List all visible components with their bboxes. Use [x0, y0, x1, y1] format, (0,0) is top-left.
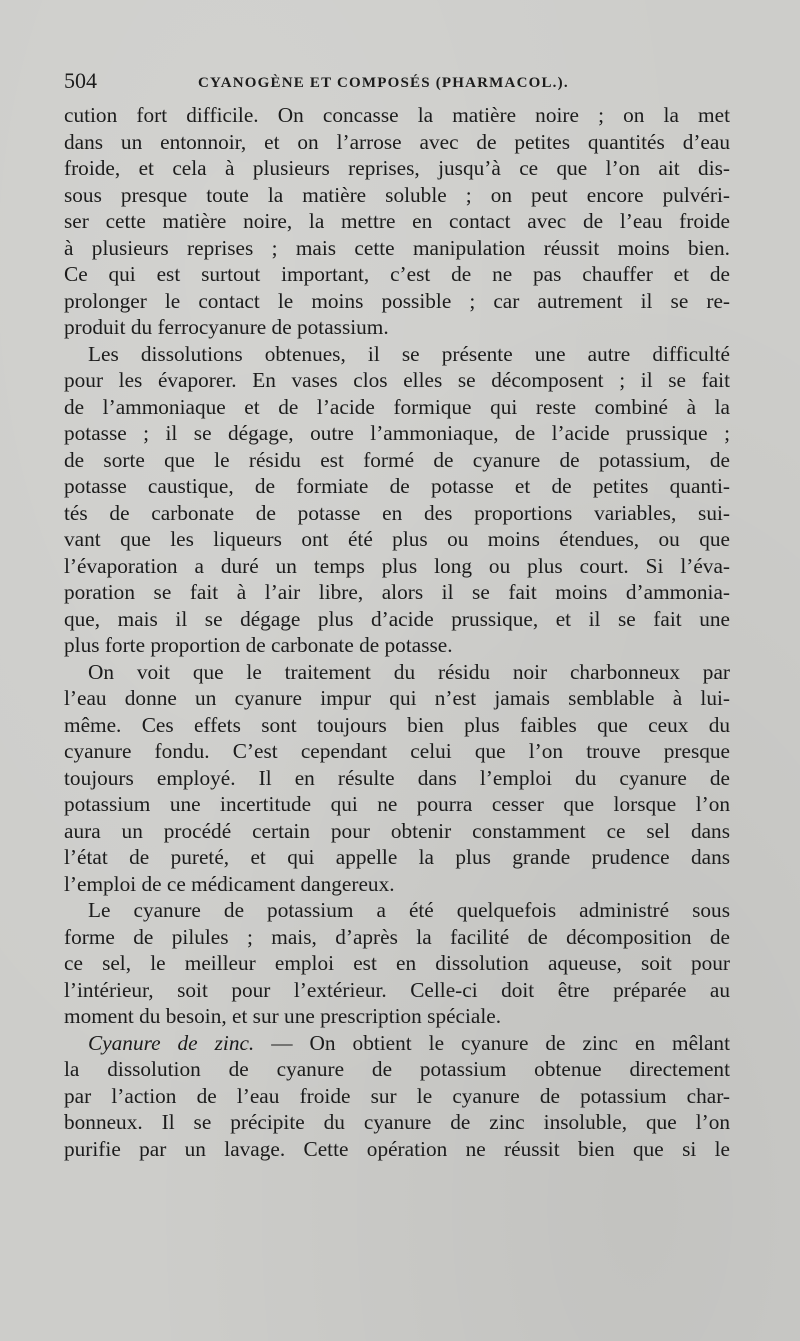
text-line: dans un entonnoir, et on l’arrose avec de petites quantités d’eau	[64, 129, 730, 154]
text-line: de l’ammoniaque et de l’acide formique qui reste combiné à la	[64, 394, 730, 419]
text-line: purifie par un lavage. Cette opération ne réussit bien que si le	[64, 1136, 730, 1161]
running-title: CYANOGÈNE ET COMPOSÉS (PHARMACOL.).	[198, 75, 569, 91]
zinc-paragraph-first-line	[64, 1030, 730, 1057]
text-line: Les dissolutions obtenues, il se présente une autre difficulté	[88, 341, 730, 366]
text-line: potassium une incertitude qui ne pourra cesser que lorsque l’on	[64, 792, 730, 816]
text-line: moment du besoin, et sur une prescription spéciale.	[64, 1004, 502, 1028]
text-line: l’emploi de ce médicament dangereux.	[64, 871, 395, 896]
body-text	[64, 102, 730, 1162]
text-line: sous presque toute la matière soluble ; on peut encore pulvéri-	[64, 182, 730, 207]
text-line: forme de pilules ; mais, d’après la facilité de décomposition de	[64, 924, 730, 949]
text-line: toujours employé. Il en résulte dans l’emploi du cyanure de	[64, 765, 730, 790]
text-line: l’eau donne un cyanure impur qui n’est jamais semblable à lui-	[64, 686, 730, 710]
text-line: vant que les liqueurs ont été plus ou moins étendues, ou que	[64, 527, 730, 551]
page-header	[64, 66, 734, 96]
text-line: plus forte proportion de carbonate de potasse.	[64, 633, 453, 657]
text-line: pour les évaporer. En vases clos elles se décomposent ; il se fait	[64, 368, 730, 392]
section-heading-zinc: Cyanure de zinc.	[88, 1030, 255, 1055]
text-line: potasse ; il se dégage, outre l’ammoniaque, de l’acide prussique ;	[64, 421, 730, 445]
zinc-line-rest: — On obtient le cyanure de zinc en mêlant	[254, 1030, 730, 1055]
text-line: poration se fait à l’air libre, alors il se fait moins d’ammonia-	[64, 580, 730, 604]
text-line: l’intérieur, soit pour l’extérieur. Celle-ci doit être préparée au	[64, 977, 730, 1002]
text-line: cyanure fondu. C’est cependant celui que l’on trouve presque	[64, 739, 730, 763]
text-line: On voit que le traitement du résidu noir charbonneux par	[88, 659, 730, 684]
text-line: prolonger le contact le moins possible ; car autrement il se re-	[64, 288, 730, 313]
text-line: que, mais il se dégage plus d’acide prussique, et il se fait une	[64, 606, 730, 631]
text-line: ce sel, le meilleur emploi est en dissolution aqueuse, soit pour	[64, 951, 730, 975]
text-line: même. Ces effets sont toujours bien plus faibles que ceux du	[64, 712, 730, 737]
text-line: Ce qui est surtout important, c’est de ne pas chauffer et de	[64, 262, 730, 286]
text-line: Le cyanure de potassium a été quelquefois administré sous	[88, 898, 730, 922]
page-number: 504	[64, 68, 97, 93]
text-line: l’évaporation a duré un temps plus long ou plus court. Si l’éva-	[64, 553, 730, 578]
text-line: produit du ferrocyanure de potassium.	[64, 315, 389, 339]
text-line: l’état de pureté, et qui appelle la plus grande prudence dans	[64, 845, 730, 869]
text-line: froide, et cela à plusieurs reprises, jusqu’à ce que l’on ait dis-	[64, 156, 730, 180]
text-line: potasse caustique, de formiate de potasse et de petites quanti-	[64, 474, 730, 498]
text-line: par l’action de l’eau froide sur le cyanure de potassium char-	[64, 1083, 730, 1108]
text-line: aura un procédé certain pour obtenir constamment ce sel dans	[64, 818, 730, 843]
text-line: cution fort difficile. On concasse la matière noire ; on la met	[64, 103, 730, 127]
text-line: la dissolution de cyanure de potassium obtenue directement	[64, 1057, 730, 1081]
text-line: tés de carbonate de potasse en des proportions variables, sui-	[64, 500, 730, 525]
text-line: à plusieurs reprises ; mais cette manipulation réussit moins bien.	[64, 235, 730, 260]
text-line: de sorte que le résidu est formé de cyanure de potassium, de	[64, 447, 730, 472]
text-line: ser cette matière noire, la mettre en contact avec de l’eau froide	[64, 209, 730, 233]
text-line: bonneux. Il se précipite du cyanure de zinc insoluble, que l’on	[64, 1110, 730, 1134]
